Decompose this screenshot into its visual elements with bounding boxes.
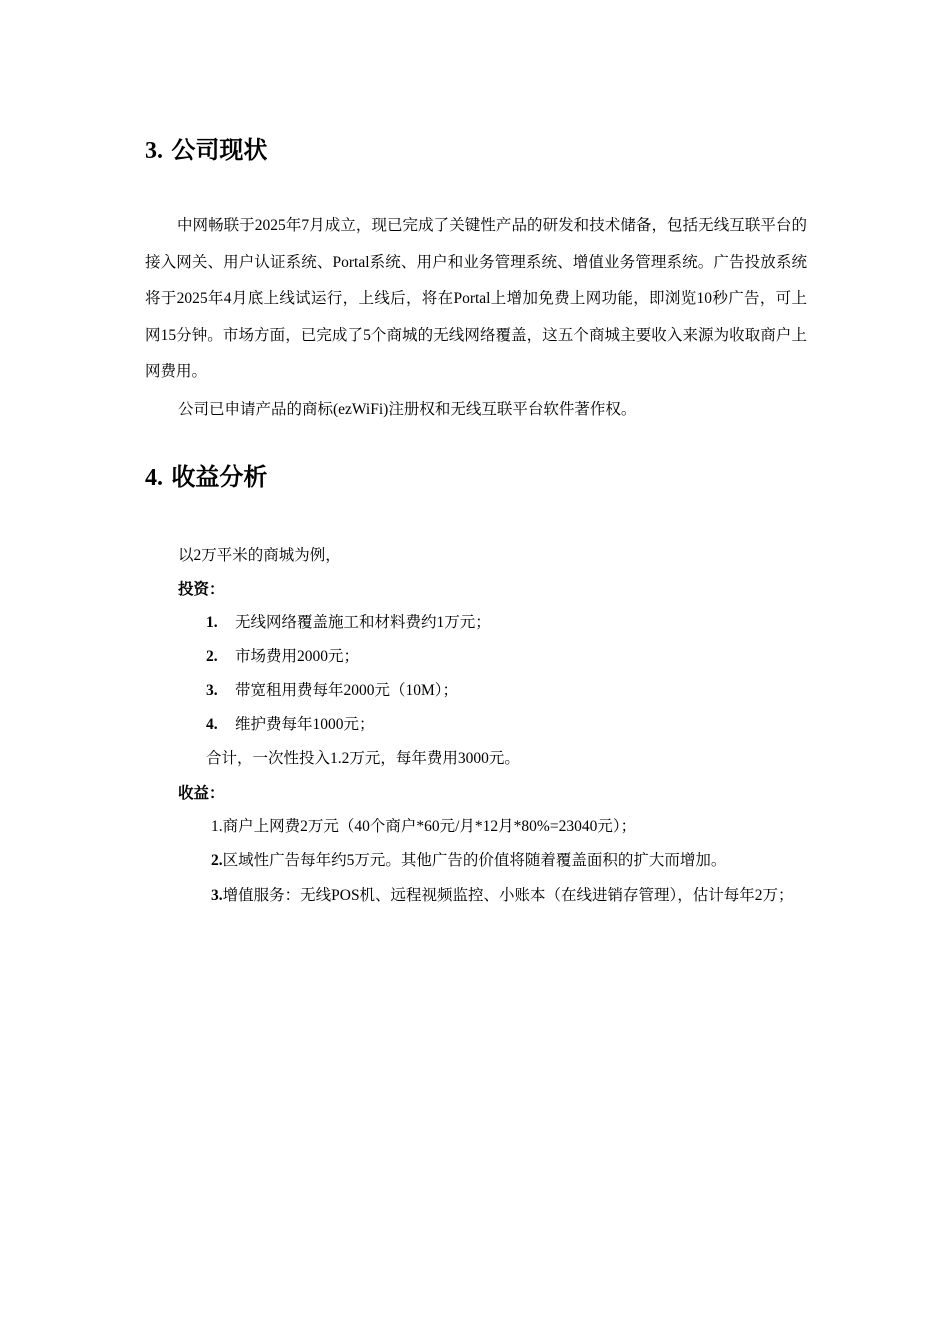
revenue-item [211,816,636,838]
revenue-item-text: 增值服务：无线POS机、远程视频监控、小账本（在线进销存管理），估计每年2万； [222,887,794,904]
revenue-item-text: 商户上网费2万元（40个商户*60元/月*12月*80%=23040元）； [222,818,637,835]
investment-item-index: 2. [206,648,218,665]
investment-total: 合计，一次性投入1.2万元，每年费用3000元。 [206,750,520,767]
investment-item [206,612,491,634]
investment-item-index: 3. [206,682,218,699]
investment-label: 投资： [178,581,225,598]
investment-item-text: 无线网络覆盖施工和材料费约1万元； [235,614,491,631]
investment-item [206,646,359,668]
investment-item [206,680,458,702]
investment-item-index: 4. [206,716,218,733]
investment-item-text: 市场费用2000元； [235,648,360,665]
investment-item [206,714,375,736]
section-3-heading [145,134,267,167]
section-4-heading [145,461,267,494]
revenue-item-index: 3. [211,887,223,904]
revenue-item [178,878,808,915]
revenue-item-index: 1. [211,818,223,835]
section-4-title: 收益分析 [171,463,268,491]
investment-item-index: 1. [206,614,218,631]
investment-item-text: 维护费每年1000元； [235,716,375,733]
section-3-paragraph-1: 中网畅联于2025年7月成立，现已完成了关键性产品的研发和技术储备，包括无线互联平台的接入网关、用户认证系统、Portal系统、用户和业务管理系统、增值业务管理系统。广告投放系统将于2025年4月底上线试运行，上线后，将在Portal上增加免费上网功能，即浏览10秒广告，可上网15分钟。市场方面，已完成了5个商城的无线网络覆盖，这五个商城主要收入来源为收取商户上网费用。 [145,217,807,380]
section-3-title: 公司现状 [171,136,268,164]
revenue-label: 收益： [178,785,225,802]
revenue-item [211,850,726,872]
section-3-paragraph-2: 公司已申请产品的商标(ezWiFi)注册权和无线互联平台软件著作权。 [178,401,637,418]
section-4-number: 4. [145,465,163,491]
revenue-item-index: 2. [211,852,223,869]
revenue-intro: 以2万平米的商城为例， [178,547,341,564]
section-3-number: 3. [145,138,163,164]
revenue-item-text: 区域性广告每年约5万元。其他广告的价值将随着覆盖面积的扩大而增加。 [222,852,727,869]
investment-item-text: 带宽租用费每年2000元（10M）； [235,682,459,699]
